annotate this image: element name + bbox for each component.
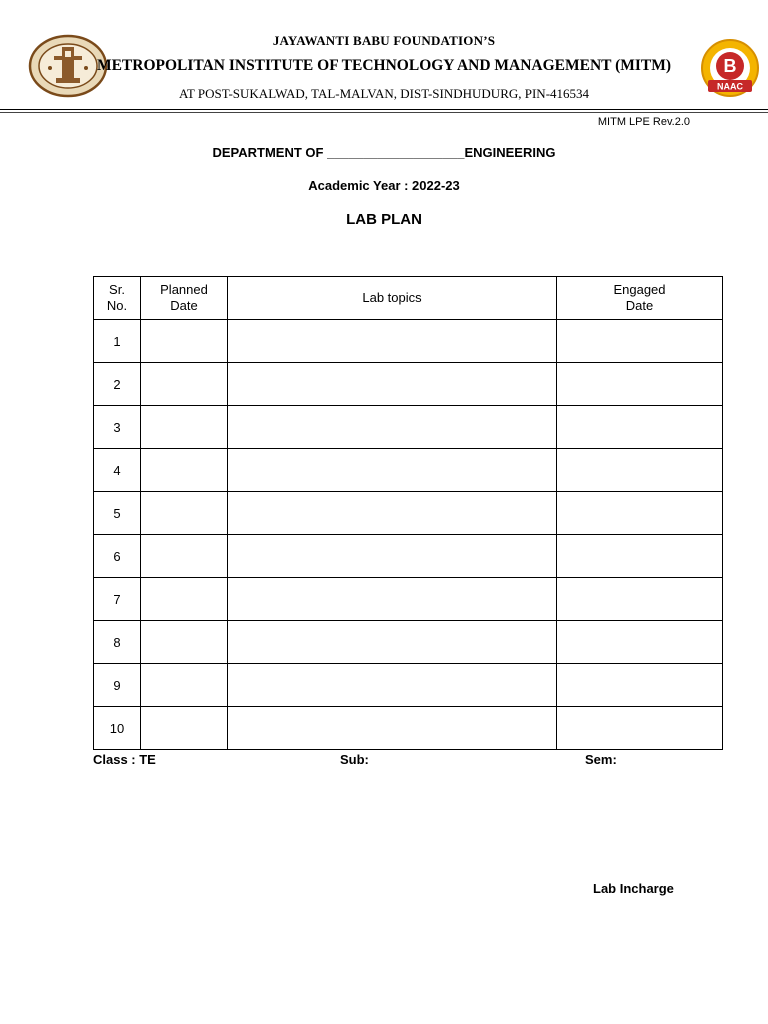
engaged-date-cell	[557, 320, 723, 363]
sr-no-cell: 6	[94, 535, 141, 578]
header-divider	[0, 109, 768, 110]
table-row	[94, 492, 723, 535]
engaged-date-cell	[557, 578, 723, 621]
sr-no-cell: 4	[94, 449, 141, 492]
table-header-row	[94, 277, 723, 320]
engaged-date-cell	[557, 406, 723, 449]
planned-date-cell	[141, 449, 228, 492]
sr-no-cell: 9	[94, 664, 141, 707]
lab-incharge-label: Lab Incharge	[593, 881, 674, 896]
institute-name: METROPOLITAN INSTITUTE OF TECHNOLOGY AND MANAGEMENT (MITM)	[96, 57, 672, 74]
planned-date-cell	[141, 578, 228, 621]
table-row	[94, 535, 723, 578]
header-divider-secondary	[0, 112, 768, 113]
subject-label: Sub:	[340, 752, 369, 767]
planned-date-cell	[141, 492, 228, 535]
lab-topic-cell	[228, 664, 557, 707]
planned-date-cell	[141, 320, 228, 363]
class-label: Class : TE	[93, 752, 156, 767]
table-row	[94, 664, 723, 707]
engaged-date-cell	[557, 535, 723, 578]
foundation-name: JAYAWANTI BABU FOUNDATION’S	[272, 33, 496, 48]
planned-date-cell	[141, 707, 228, 750]
table-row	[94, 320, 723, 363]
institute-address: AT POST-SUKALWAD, TAL-MALVAN, DIST-SINDHUDURG, PIN-416534	[178, 86, 590, 101]
naac-label: NAAC	[717, 81, 743, 92]
table-row	[94, 449, 723, 492]
planned-date-cell	[141, 621, 228, 664]
table-row	[94, 363, 723, 406]
engaged-date-cell	[557, 707, 723, 750]
engaged-date-cell	[557, 363, 723, 406]
planned-date-cell	[141, 535, 228, 578]
planned-date-cell	[141, 664, 228, 707]
table-row	[94, 406, 723, 449]
lab-topic-cell	[228, 707, 557, 750]
sr-no-cell: 8	[94, 621, 141, 664]
sr-no-cell: 7	[94, 578, 141, 621]
planned-date-cell	[141, 363, 228, 406]
naac-grade: B	[723, 56, 737, 76]
header-sr-no: Sr. No.	[94, 277, 141, 320]
academic-year: Academic Year : 2022-23	[308, 178, 460, 193]
lab-topic-cell	[228, 621, 557, 664]
header-lab-topics: Lab topics	[228, 277, 557, 320]
revision-code: MITM LPE Rev.2.0	[597, 116, 690, 128]
sr-no-cell: 1	[94, 320, 141, 363]
lab-topic-cell	[228, 578, 557, 621]
table-row	[94, 578, 723, 621]
lab-topic-cell	[228, 535, 557, 578]
semester-label: Sem:	[585, 752, 617, 767]
engaged-date-cell	[557, 492, 723, 535]
table-row	[94, 621, 723, 664]
lab-topic-cell	[228, 492, 557, 535]
header-planned-date: Planned Date	[141, 277, 228, 320]
lab-topic-cell	[228, 449, 557, 492]
lab-plan-table	[93, 276, 723, 750]
sr-no-cell: 3	[94, 406, 141, 449]
lab-topic-cell	[228, 363, 557, 406]
page-title: LAB PLAN	[346, 211, 422, 228]
sr-no-cell: 2	[94, 363, 141, 406]
header-engaged-date: Engaged Date	[557, 277, 723, 320]
engaged-date-cell	[557, 621, 723, 664]
sr-no-cell: 5	[94, 492, 141, 535]
planned-date-cell	[141, 406, 228, 449]
engaged-date-cell	[557, 664, 723, 707]
lab-topic-cell	[228, 320, 557, 363]
lab-topic-cell	[228, 406, 557, 449]
department-line: DEPARTMENT OF ___________________ENGINEERING	[212, 145, 556, 160]
table-row	[94, 707, 723, 750]
engaged-date-cell	[557, 449, 723, 492]
sr-no-cell: 10	[94, 707, 141, 750]
